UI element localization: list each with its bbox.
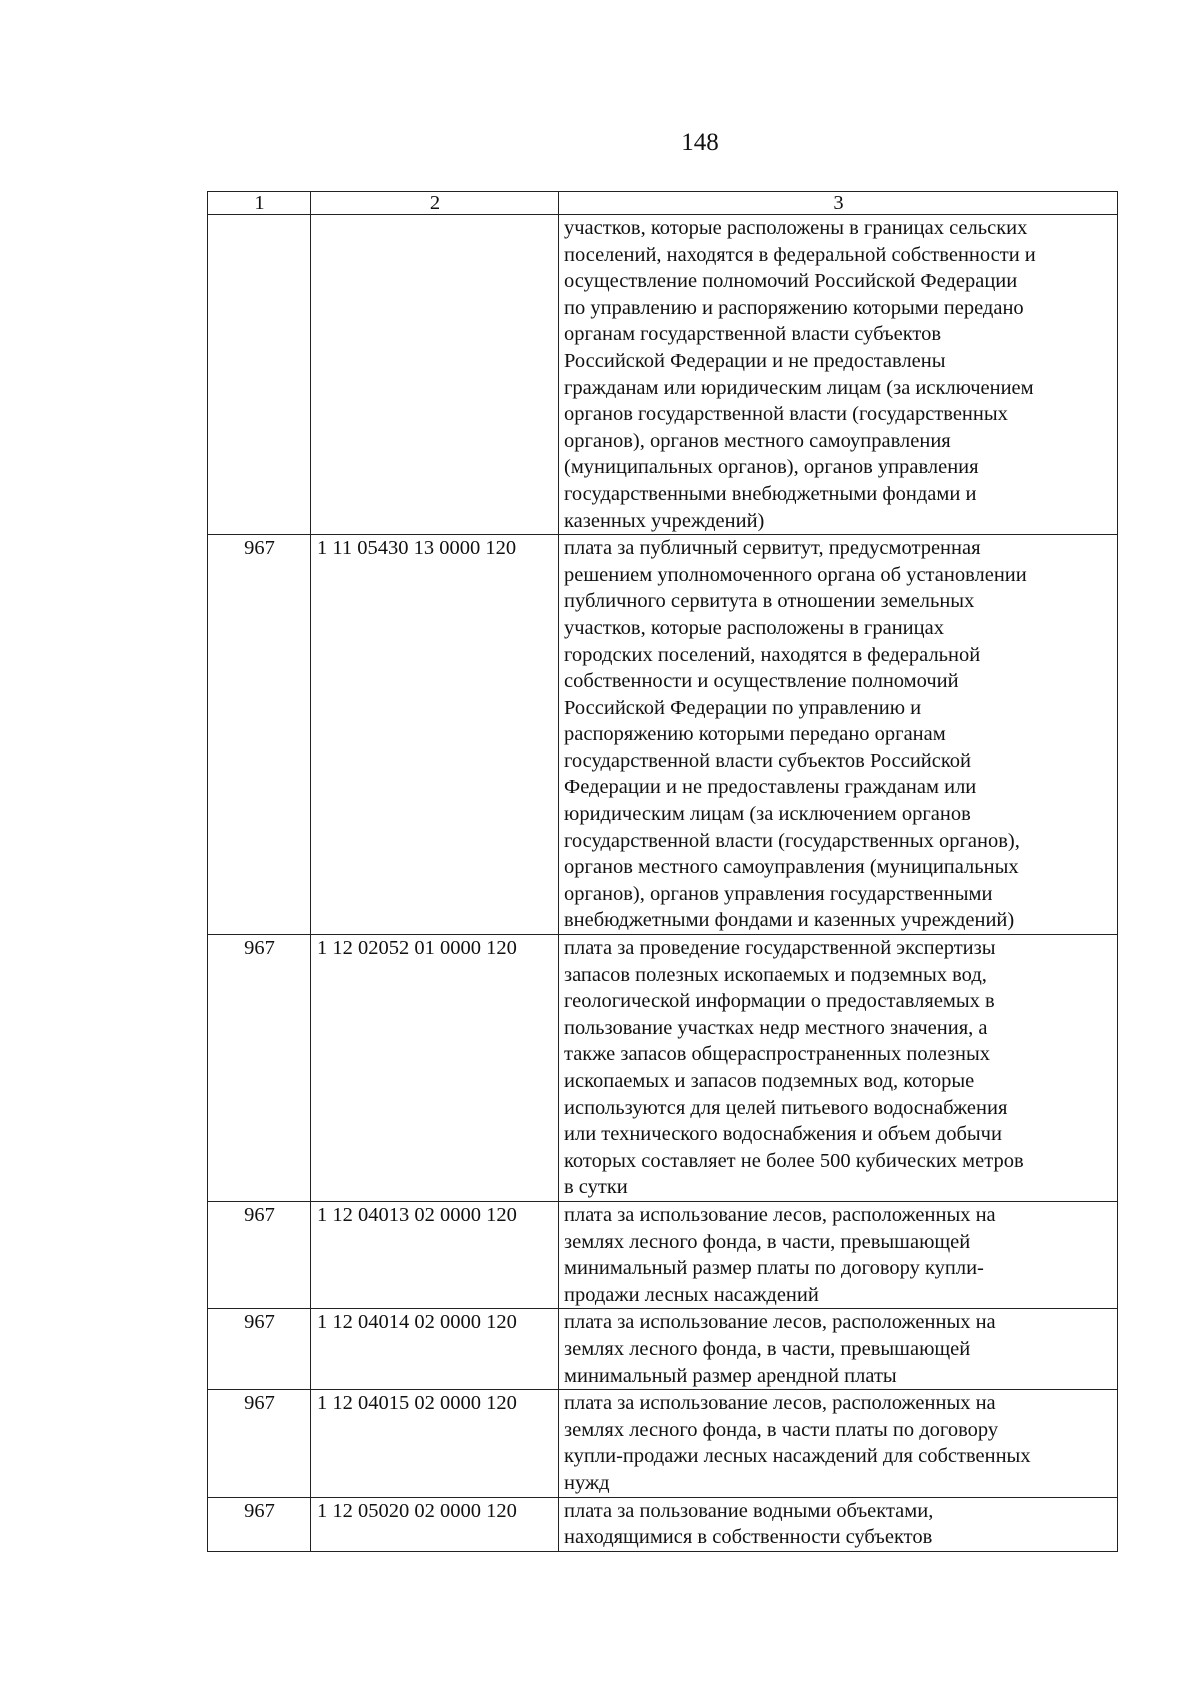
table-row xyxy=(208,1497,1118,1551)
description-line: геологической информации о предоставляемых в xyxy=(564,990,995,1013)
description-line: плата за использование лесов, расположенных на xyxy=(564,1203,996,1226)
description-cell xyxy=(559,1201,1118,1308)
description-line: также запасов общераспространенных полезных xyxy=(564,1043,990,1066)
admin-code-cell xyxy=(208,215,311,535)
description-line: юридическим лицам (за исключением органов xyxy=(564,803,971,826)
description-cell xyxy=(559,1497,1118,1551)
description-line: купли-продажи лесных насаждений для собственных xyxy=(564,1445,1031,1468)
description-line: гражданам или юридическим лицам (за исключением xyxy=(564,376,1034,399)
description-line: минимальный размер арендной платы xyxy=(564,1364,897,1387)
revenue-codes-table xyxy=(207,191,1118,1552)
description-line: распоряжению которыми передано органам xyxy=(564,723,946,746)
description-line: поселений, находятся в федеральной собственности и xyxy=(564,243,1036,266)
description-cell xyxy=(559,1390,1118,1497)
description-line: органам государственной власти субъектов xyxy=(564,323,942,346)
column-header-1: 1 xyxy=(208,192,311,215)
description-line: землях лесного фонда, в части, превышающей xyxy=(564,1337,971,1360)
description-line: по управлению и распоряжению которыми передано xyxy=(564,296,1024,319)
page-number: 148 xyxy=(681,129,719,156)
budget-code-cell: 1 12 04014 02 0000 120 xyxy=(311,1309,559,1390)
admin-code-cell: 967 xyxy=(208,535,311,935)
description-line: государственными внебюджетными фондами и xyxy=(564,482,977,505)
description-line: Федерации и не предоставлены гражданам или xyxy=(564,776,977,799)
description-line: которых составляет не более 500 кубических метров xyxy=(564,1149,1024,1172)
table-row xyxy=(208,1201,1118,1308)
description-line: органов), органов местного самоуправления xyxy=(564,429,951,452)
description-line: в сутки xyxy=(564,1176,628,1199)
description-line: казенных учреждений) xyxy=(564,509,765,532)
description-line: ископаемых и запасов подземных вод, которые xyxy=(564,1070,975,1092)
table-row xyxy=(208,1390,1118,1497)
description-line: (муниципальных органов), органов управления xyxy=(564,456,979,479)
budget-code-cell: 1 11 05430 13 0000 120 xyxy=(311,535,559,935)
budget-code-cell: 1 12 04015 02 0000 120 xyxy=(311,1390,559,1497)
description-line: минимальный размер платы по договору купли- xyxy=(564,1257,984,1280)
description-line: используются для целей питьевого водоснабжения xyxy=(564,1096,1008,1119)
description-line: плата за использование лесов, расположенных на xyxy=(564,1392,996,1415)
description-line: плата за пользование водными объектами, xyxy=(564,1499,934,1522)
description-line: или технического водоснабжения и объем добычи xyxy=(564,1123,1002,1146)
column-header-3: 3 xyxy=(559,192,1118,215)
description-line: Российской Федерации по управлению и xyxy=(564,696,922,719)
table-header-row xyxy=(208,192,1118,215)
description-line: нужд xyxy=(564,1471,610,1494)
admin-code-cell: 967 xyxy=(208,1497,311,1551)
description-line: публичного сервитута в отношении земельных xyxy=(564,590,975,613)
table-row xyxy=(208,535,1118,935)
description-cell xyxy=(559,215,1118,535)
budget-code-cell: 1 12 02052 01 0000 120 xyxy=(311,935,559,1202)
description-line: участков, которые расположены в границах сельских xyxy=(564,217,1028,239)
admin-code-cell: 967 xyxy=(208,1390,311,1497)
description-line: участков, которые расположены в границах xyxy=(564,616,944,639)
description-line: государственной власти субъектов Российской xyxy=(564,749,972,772)
description-line: городских поселений, находятся в федеральной xyxy=(564,643,981,666)
description-line: продажи лесных насаждений xyxy=(564,1283,819,1306)
admin-code-cell: 967 xyxy=(208,1201,311,1308)
table-row xyxy=(208,1309,1118,1390)
admin-code-cell: 967 xyxy=(208,935,311,1202)
description-line: собственности и осуществление полномочий xyxy=(564,670,959,693)
description-line: землях лесного фонда, в части платы по договору xyxy=(564,1418,999,1441)
description-line: плата за использование лесов, расположенных на xyxy=(564,1311,996,1334)
admin-code-cell: 967 xyxy=(208,1309,311,1390)
description-cell xyxy=(559,535,1118,935)
description-line: внебюджетными фондами и казенных учреждений) xyxy=(564,909,1015,932)
description-line: плата за проведение государственной экспертизы xyxy=(564,937,996,960)
description-line: находящимися в собственности субъектов xyxy=(564,1526,933,1549)
description-line: плата за публичный сервитут, предусмотренная xyxy=(564,537,981,560)
budget-code-cell: 1 12 05020 02 0000 120 xyxy=(311,1497,559,1551)
description-line: органов местного самоуправления (муниципальных xyxy=(564,856,1019,879)
description-line: землях лесного фонда, в части, превышающей xyxy=(564,1230,971,1253)
description-line: осуществление полномочий Российской Федерации xyxy=(564,270,1018,293)
description-line: государственной власти (государственных органов), xyxy=(564,829,1020,852)
budget-code-cell: 1 12 04013 02 0000 120 xyxy=(311,1201,559,1308)
description-line: пользование участках недр местного значения, а xyxy=(564,1016,988,1039)
table-row xyxy=(208,935,1118,1202)
description-line: запасов полезных ископаемых и подземных вод, xyxy=(564,963,987,986)
table-body xyxy=(208,192,1118,1552)
table-row xyxy=(208,215,1118,535)
description-line: Российской Федерации и не предоставлены xyxy=(564,349,946,372)
budget-code-cell xyxy=(311,215,559,535)
description-cell xyxy=(559,1309,1118,1390)
description-line: органов государственной власти (государственных xyxy=(564,403,1008,426)
description-line: решением уполномоченного органа об установлении xyxy=(564,563,1027,586)
description-line: органов), органов управления государственными xyxy=(564,882,993,905)
description-cell xyxy=(559,935,1118,1202)
column-header-2: 2 xyxy=(311,192,559,215)
